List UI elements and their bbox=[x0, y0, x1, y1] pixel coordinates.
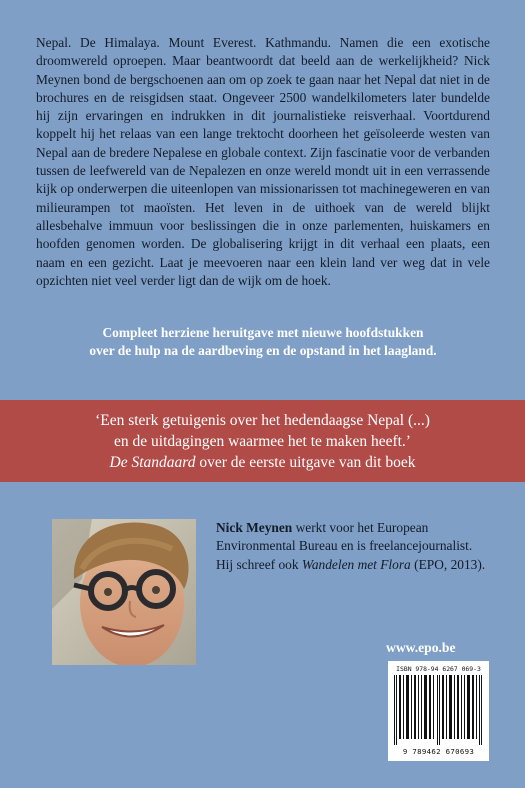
author-photo bbox=[52, 519, 196, 665]
author-bio-text-end: (EPO, 2013). bbox=[410, 556, 486, 572]
press-quote-band bbox=[0, 400, 525, 482]
isbn-label: ISBN 978-94 6267 069-3 bbox=[396, 665, 481, 673]
quote-source: De Standaard bbox=[109, 454, 196, 471]
back-cover-blurb: Nepal. De Himalaya. Mount Everest. Kathmandu. Namen die een exotische droomwereld oproepen. Maar beantwoordt dat beeld aan de werkelijkheid? Nick Meynen bond de bergschoenen aan om op zoek te gaan naar het Nepal dat niet in de brochures en de reisgidsen staat. Ongeveer 2500 wandelkilometers later bundelde hij zijn ervaringen en indrukken in dit journalistieke reisverhaal. Voortdurend koppelt hij het relaas van een lange trektocht doorheen het geïsoleerde westen van Nepal aan de bredere Nepalese en globale context. Zijn fascinatie voor de verbanden tussen de leefwereld van de Nepalezen en onze wereld mondt uit in een verrassende kijk op onderwerpen die uiteenlopen van missionarissen tot machinegeweren en van milieurampen tot maoïsten. Het leven in de uithoek van de wereld blijkt allesbehalve immuun voor beslissingen die in onze parlementen, huiskamers en hoofden genomen worden. De globalisering krijgt in dit verhaal een plaats, een naam en een gezicht. Laat je meevoeren naar een klein land ver weg dat in vele opzichten niet veel verder ligt dan de wijk om de hoek. bbox=[36, 35, 490, 288]
edition-note bbox=[36, 324, 490, 361]
quote-line: en de uitdagingen waarmee het te maken heeft.’ bbox=[114, 433, 411, 450]
quote-attribution bbox=[0, 452, 525, 473]
author-other-book: Wandelen met Flora bbox=[301, 556, 411, 572]
barcode bbox=[394, 675, 483, 745]
publisher-url: www.epo.be bbox=[386, 640, 456, 655]
barcode-panel bbox=[388, 661, 489, 761]
author-bio-text: werkt voor het European Environmental Bureau en is freelancejournalist. Hij schreef ook bbox=[216, 520, 473, 572]
author-name: Nick Meynen bbox=[216, 520, 293, 535]
quote-line: ‘Een sterk getuigenis over het hedendaagse Nepal (...) bbox=[95, 412, 430, 429]
barcode-digits: 9 789462 670693 bbox=[402, 747, 475, 756]
edition-note-line: Compleet herziene heruitgave met nieuwe hoofdstukken bbox=[102, 325, 424, 340]
edition-note-line: over de hulp na de aardbeving en de opstand in het laagland. bbox=[89, 343, 437, 359]
quote-source-suffix: over de eerste uitgave van dit boek bbox=[195, 454, 416, 471]
author-bio bbox=[216, 519, 486, 574]
